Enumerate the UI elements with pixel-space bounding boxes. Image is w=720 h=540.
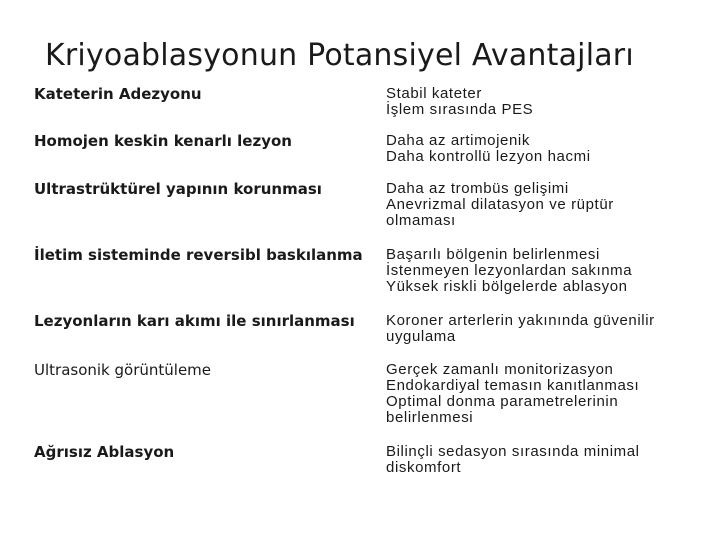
benefits-ultrasonik [386,362,711,426]
benefit-line: Daha az artimojenik [386,132,530,149]
advantage-kateter-adezyonu: Kateterin Adezyonu [34,85,202,103]
benefits-agrisiz-ablasyon [386,444,711,476]
benefit-line: Gerçek zamanlı monitorizasyon [386,361,614,378]
benefits-lezyon-sinirlama [386,313,711,345]
benefit-line: belirlenmesi [386,409,474,426]
benefit-line: olmaması [386,212,456,229]
benefit-line: Başarılı bölgenin belirlenmesi [386,246,600,263]
benefit-line: Stabil kateter [386,85,482,102]
benefit-line: Koroner arterlerin yakınında güvenilir [386,312,655,329]
benefit-line: uygulama [386,328,456,345]
benefits-ultrastruktur [386,181,711,229]
benefit-line: İşlem sırasında PES [386,101,534,118]
benefits-homojen-lezyon [386,133,711,165]
benefit-line: İstenmeyen lezyonlardan sakınma [386,262,633,279]
benefit-line: Daha kontrollü lezyon hacmi [386,148,591,165]
advantage-lezyon-sinirlama: Lezyonların karı akımı ile sınırlanması [34,312,355,330]
benefits-kateter-adezyonu [386,86,711,118]
benefit-line: Yüksek riskli bölgelerde ablasyon [386,278,628,295]
advantage-iletim-sistemi: İletim sisteminde reversibl baskılanma [34,246,363,264]
advantage-ultrasonik: Ultrasonik görüntüleme [34,361,212,379]
benefit-line: Bilinçli sedasyon sırasında minimal [386,443,640,460]
advantage-ultrastruktur: Ultrastrüktürel yapının korunması [34,180,322,198]
benefit-line: Anevrizmal dilatasyon ve rüptür [386,196,614,213]
benefit-line: Endokardiyal temasın kanıtlanması [386,377,640,394]
benefits-iletim-sistemi [386,247,711,295]
slide-title: Kriyoablasyonun Potansiyel Avantajları [45,38,634,73]
benefit-line: diskomfort [386,459,462,476]
advantage-homojen-lezyon: Homojen keskin kenarlı lezyon [34,132,292,150]
benefit-line: Daha az trombüs gelişimi [386,180,569,197]
advantage-agrisiz-ablasyon: Ağrısız Ablasyon [34,443,175,461]
benefit-line: Optimal donma parametrelerinin [386,393,619,410]
